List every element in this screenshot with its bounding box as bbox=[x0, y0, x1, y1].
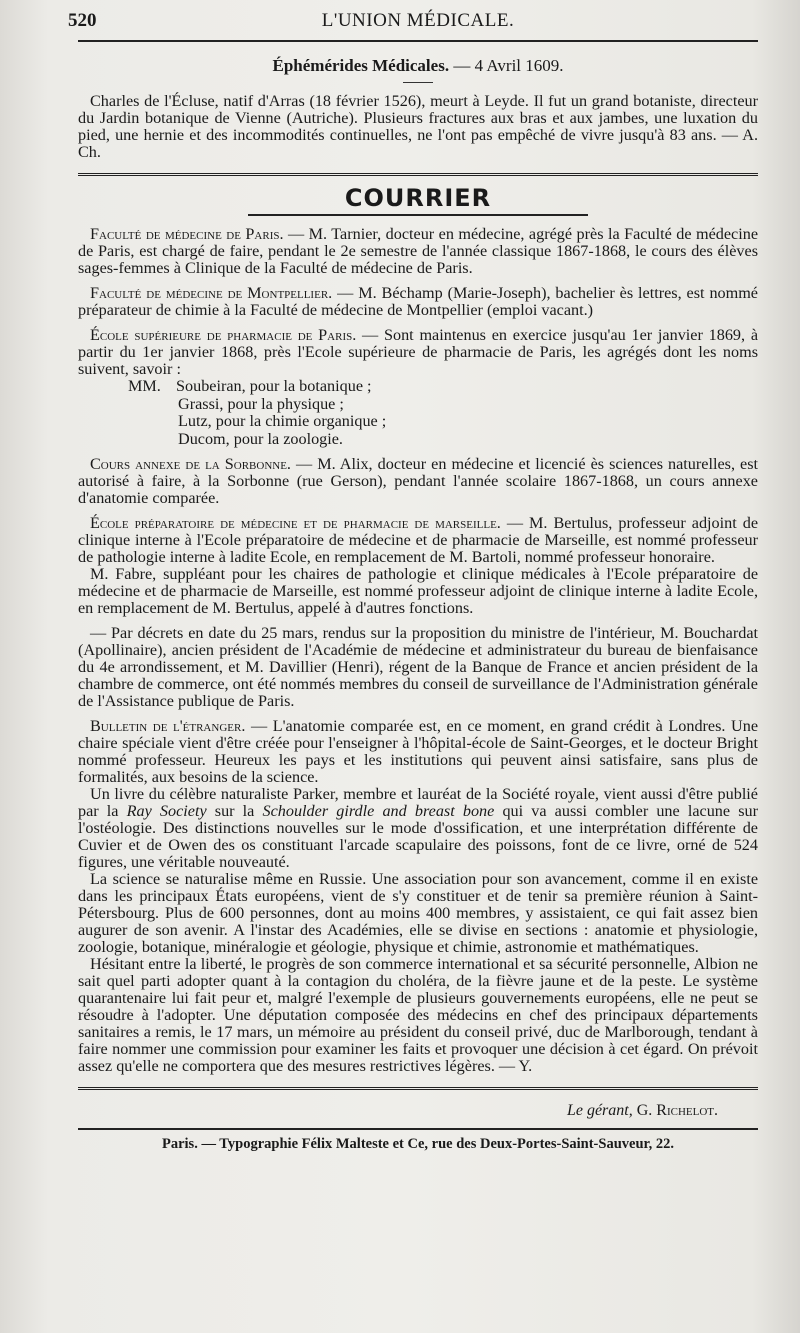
paragraph-head: École supérieure de pharmacie de Paris. bbox=[90, 326, 357, 344]
courrier-heading: COURRIER bbox=[344, 184, 492, 212]
list-item: MM. Soubeiran, pour la botanique ; bbox=[128, 377, 372, 395]
list-item: Grassi, pour la physique ; bbox=[178, 394, 344, 413]
paragraph-marseille: École préparatoire de médecine et de pharmacie de marseille. — M. Bertulus, professeur adjoint de clinique interne à l'Ecole préparatoire de médecine et de pharmacie de Marseille, est nommé professeur de pathologie interne à ladite Ecole, en remplacement de M. Bartoli, nommé professeur honoraire. bbox=[78, 514, 758, 566]
ephemerides-title-date: — 4 Avril 1609. bbox=[453, 56, 564, 75]
paragraph-russie: La science se naturalise même en Russie. Une association pour son avancement, comme il en existe dans les principaux États européens, vient de s'y constituer et de tenir sa première réunion à Saint-Pétersbourg. Plus de 600 personnes, dont au moins 400 membres, y assistaient, ce qui fait assez bien augurer de son avenir. A l'instar des Académies, elle se divise en sections : anatomie et physiologie, zoologie, botanique, minéralogie et géologie, physique et chimie, astronomie et mathématiques. bbox=[78, 870, 758, 956]
ephemerides-title bbox=[78, 56, 758, 76]
signature-label: Le gérant, bbox=[566, 1102, 633, 1119]
paragraph-head: Faculté de médecine de Montpellier. bbox=[90, 284, 333, 302]
paragraph-faculte-paris: Faculté de médecine de Paris. — M. Tarnier, docteur en médecine, agrégé près la Faculté de médecine de Paris, est chargé de faire, pendant le 2e semestre de l'année classique 1867-1868, le cours des élèves sages-femmes à Clinique de la Faculté de médecine de Paris. bbox=[78, 225, 759, 277]
short-divider bbox=[403, 82, 433, 83]
paragraph-faculte-montpellier: Faculté de médecine de Montpellier. — M. Béchamp (Marie-Joseph), bachelier ès lettres, est nommé préparateur de chimie à la Faculté de médecine de Montpellier (emploi vacant.) bbox=[78, 284, 758, 319]
running-title: L'UNION MÉDICALE. bbox=[321, 10, 515, 31]
signature bbox=[78, 1102, 718, 1120]
paragraph-sorbonne: Cours annexe de la Sorbonne. — M. Alix, docteur en médecine et licencié ès sciences naturelles, est autorisé à faire, à la Sorbonne (rue Gerson), pendant l'année scolaire 1867-1868, un cours annexe d'anatomie comparée. bbox=[78, 455, 758, 507]
signature-name: G. Richelot. bbox=[636, 1102, 718, 1119]
paragraph-parker: Un livre du célèbre naturaliste Parker, membre et lauréat de la Société royale, vient aussi d'être publié par la Ray Society sur la Schoulder girdle and breast bone qui va aussi combler une lacune sur l'ostéologie. Des distinctions nouvelles sur le mode d'ossification, et une interprétation différente de Cuvier et de Owen des os constituant l'arcade scapulaire des poissons, font de ce livre, orné de 524 figures, une véritable nouveauté. bbox=[78, 785, 758, 871]
paragraph-bulletin-etranger: Bulletin de l'étranger. — L'anatomie comparée est, en ce moment, en grand crédit à Londres. Une chaire spéciale vient d'être créée pour l'enseigner à l'hôpital-école de Saint-Georges, et le docteur Bright nommé professeur. Heureux les pays et les institutions qui peuvent ainsi satisfaire, sans plus de formalités, aux besoins de la science. bbox=[78, 717, 759, 786]
page-number: 520 bbox=[68, 10, 97, 31]
paragraph-decrets: — Par décrets en date du 25 mars, rendus sur la proposition du ministre de l'intérieur, M. Bouchardat (Apollinaire), ancien président de l'Académie de médecine et administrateur du bureau de bienfaisance du 4e arrondissement, et M. Davillier (Henri), régent de la Banque de France et ancien président de la chambre de commerce, ont été nommés membres du conseil de surveillance de l'Administration générale de l'Assistance publique de Paris. bbox=[78, 624, 758, 710]
paragraph-fabre: M. Fabre, suppléant pour les chaires de pathologie et clinique médicales à l'Ecole préparatoire de médecine et de pharmacie de Marseille, est nommé professeur adjoint de clinique interne à ladite Ecole, en remplacement de M. Bertulus, appelé à d'autres fonctions. bbox=[78, 565, 758, 617]
footer-double-rule bbox=[78, 1087, 758, 1090]
header-rule bbox=[78, 40, 758, 42]
imprint: Paris. — Typographie Félix Malteste et Ce, rue des Deux-Portes-Saint-Sauveur, 22. bbox=[161, 1136, 674, 1152]
section-double-rule bbox=[78, 173, 758, 176]
running-header bbox=[68, 8, 758, 36]
list-item: Lutz, pour la chimie organique ; bbox=[178, 412, 387, 430]
paragraph-head: Cours annexe de la Sorbonne. bbox=[90, 455, 291, 473]
list-item: Ducom, pour la zoologie. bbox=[178, 429, 343, 448]
agreges-list bbox=[128, 378, 758, 448]
paragraph-albion: Hésitant entre la liberté, le progrès de son commerce international et sa sécurité personnelle, Albion ne sait quel parti adopter quant à la contagion du choléra, de la fièvre jaune et de la peste. Le système quarantenaire lui fait peur et, malgré l'exemple de plusieurs gouvernements européens, elle ne peut se résoudre à l'adopter. Une députation composée des médecins en chef des principaux départements sanitaires a remis, le 17 mars, un mémoire au président du conseil privé, duc de Marlborough, tendant à faire nommer une commission pour examiner les faits et provoquer une décision à cet égard. On prévoit assez qu'elle ne comportera que des mesures restrictives légères. — Y. bbox=[78, 955, 758, 1075]
courrier-underline bbox=[248, 214, 588, 216]
ephemerides-title-bold: Éphémérides Médicales. bbox=[272, 56, 450, 75]
paragraph-head: Bulletin de l'étranger. bbox=[90, 717, 246, 735]
imprint-rule bbox=[78, 1128, 758, 1130]
paragraph-ecole-pharmacie: École supérieure de pharmacie de Paris. — Sont maintenus en exercice jusqu'au 1er janvier 1869, à partir du 1er janvier 1868, près l'Ecole supérieure de pharmacie de Paris, les agrégés dont les noms suivent, savoir : bbox=[78, 326, 759, 378]
paragraph-head: Faculté de médecine de Paris. bbox=[90, 225, 284, 243]
paragraph-head: École préparatoire de médecine et de pharmacie de marseille. bbox=[90, 514, 501, 532]
ephemerides-text: Charles de l'Écluse, natif d'Arras (18 février 1526), meurt à Leyde. Il fut un grand botaniste, directeur du Jardin botanique de Vienne (Autriche). Plusieurs fractures aux bras et aux jambes, une luxation du pied, une hernie et des incommodités continuelles, ne l'ont pas empêché de vivre jusqu'à 83 ans. — A. Ch. bbox=[78, 92, 758, 161]
